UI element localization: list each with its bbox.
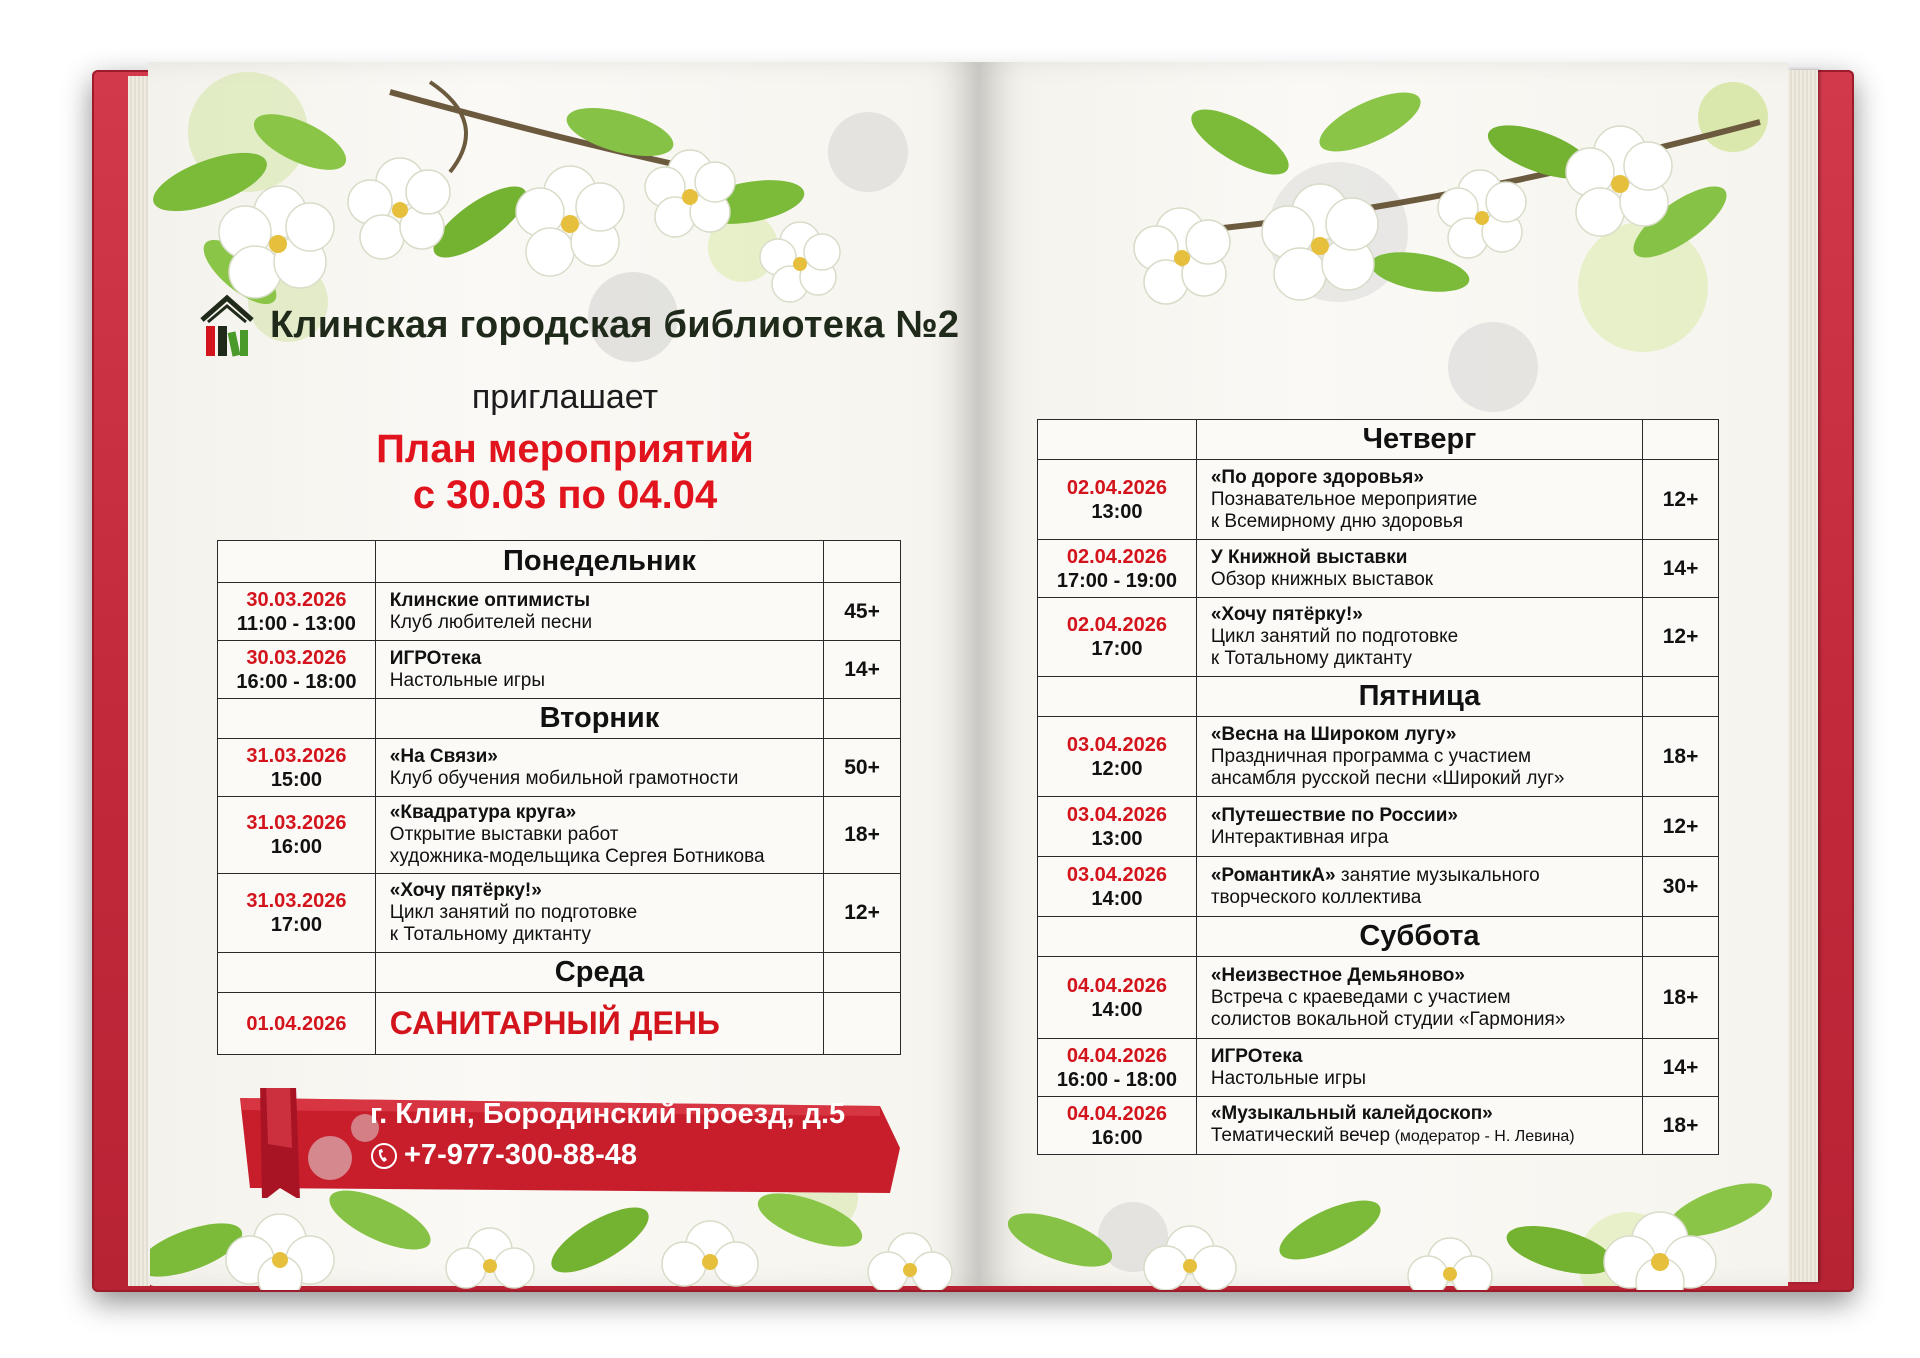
event-desc-note: (модератор - Н. Левина) bbox=[1390, 1128, 1575, 1145]
plan-title bbox=[150, 426, 980, 518]
event-time: 16:00 bbox=[1091, 1126, 1143, 1149]
event-time: 14:00 bbox=[1091, 887, 1143, 910]
age-rating: 18+ bbox=[1643, 717, 1719, 797]
event-desc: Клуб любителей песни bbox=[389, 611, 593, 633]
event-time: 17:00 - 19:00 bbox=[1056, 569, 1177, 592]
page-edges-left bbox=[128, 76, 150, 1286]
event-desc: Познавательное мероприятие bbox=[1210, 488, 1478, 510]
day-header-row bbox=[218, 541, 901, 583]
event-desc: Обзор книжных выставок bbox=[1210, 568, 1434, 590]
event-desc: Настольные игры bbox=[389, 669, 545, 691]
event-time: 16:00 - 18:00 bbox=[236, 670, 357, 693]
event-desc: к Тотальному диктанту bbox=[389, 924, 592, 945]
event-date: 30.03.2026 bbox=[246, 646, 347, 669]
event-title: «Хочу пятёрку!» bbox=[1210, 604, 1363, 625]
day-header-row bbox=[218, 953, 901, 993]
event-date: 03.04.2026 bbox=[1066, 863, 1167, 886]
event-time: 17:00 bbox=[1091, 638, 1143, 660]
event-title: «Весна на Широком лугу» bbox=[1210, 723, 1457, 745]
age-rating: 50+ bbox=[824, 739, 901, 797]
event-date: 03.04.2026 bbox=[1066, 733, 1167, 756]
event-title: ИГРОтека bbox=[389, 647, 482, 669]
table-row bbox=[218, 739, 901, 797]
event-time: 16:00 - 18:00 bbox=[1056, 1068, 1177, 1091]
event-desc: Цикл занятий по подготовке bbox=[1210, 626, 1459, 647]
event-desc: Цикл занятий по подготовке bbox=[389, 902, 638, 923]
day-thursday: Четверг bbox=[1196, 420, 1642, 460]
age-rating: 18+ bbox=[1643, 1097, 1719, 1155]
event-title: Клинские оптимисты bbox=[389, 589, 591, 611]
event-title: «РомантикА» bbox=[1210, 864, 1336, 886]
event-time: 12:00 bbox=[1091, 757, 1143, 780]
plan-title-line1: План мероприятий bbox=[376, 427, 754, 471]
day-header-row bbox=[1038, 420, 1719, 460]
event-time: 13:00 bbox=[1091, 500, 1143, 523]
age-rating: 12+ bbox=[1643, 797, 1719, 857]
table-row bbox=[1038, 460, 1719, 540]
event-desc: Открытие выставки работ bbox=[389, 824, 619, 845]
day-friday: Пятница bbox=[1196, 677, 1642, 717]
invites-text: приглашает bbox=[471, 378, 659, 416]
library-header bbox=[198, 292, 959, 358]
table-row bbox=[1038, 857, 1719, 917]
table-row bbox=[1038, 1039, 1719, 1097]
age-rating: 12+ bbox=[824, 874, 901, 953]
event-date: 04.04.2026 bbox=[1066, 974, 1167, 997]
day-tuesday: Вторник bbox=[375, 699, 823, 739]
schedule-table-right bbox=[1037, 419, 1719, 1155]
event-title: «Неизвестное Демьяново» bbox=[1210, 964, 1465, 986]
event-date: 04.04.2026 bbox=[1066, 1044, 1167, 1067]
event-title: «Хочу пятёрку!» bbox=[389, 880, 542, 901]
day-monday: Понедельник bbox=[375, 541, 823, 583]
age-rating: 14+ bbox=[1643, 540, 1719, 598]
event-title: «Квадратура круга» bbox=[389, 802, 577, 823]
event-date: 30.03.2026 bbox=[246, 588, 347, 611]
event-title-rest: занятие музыкального bbox=[1335, 864, 1540, 886]
event-desc: Интерактивная игра bbox=[1210, 826, 1389, 848]
event-title: «На Связи» bbox=[389, 745, 498, 767]
event-title: «По дороге здоровья» bbox=[1210, 466, 1424, 488]
event-time: 15:00 bbox=[270, 768, 322, 791]
phone-icon bbox=[370, 1142, 398, 1170]
event-date: 31.03.2026 bbox=[246, 812, 347, 834]
schedule-table-left bbox=[217, 540, 901, 1055]
table-row bbox=[218, 641, 901, 699]
event-desc: художника-модельщика Сергея Ботникова bbox=[389, 846, 765, 867]
event-date: 01.04.2026 bbox=[246, 1012, 347, 1035]
event-desc: Клуб обучения мобильной грамотности bbox=[389, 767, 739, 789]
event-date: 02.04.2026 bbox=[1066, 614, 1167, 636]
event-date: 31.03.2026 bbox=[246, 744, 347, 767]
day-saturday: Суббота bbox=[1196, 917, 1642, 957]
plan-dates: с 30.03 по 04.04 bbox=[412, 473, 718, 517]
phone-line bbox=[370, 1139, 637, 1172]
event-title: У Книжной выставки bbox=[1210, 546, 1408, 568]
library-name: Клинская городская библиотека №2 bbox=[270, 303, 960, 346]
event-date: 31.03.2026 bbox=[246, 890, 347, 912]
event-title: ИГРОтека bbox=[1210, 1045, 1303, 1067]
address-text: г. Клин, Бородинский проезд, д.5 bbox=[370, 1098, 846, 1130]
table-row bbox=[218, 797, 901, 874]
event-date: 04.04.2026 bbox=[1066, 1102, 1167, 1125]
flower-branch-top-left bbox=[150, 62, 930, 322]
event-desc: к Всемирному дню здоровья bbox=[1210, 510, 1464, 532]
phone-number[interactable]: +7-977-300-88-48 bbox=[404, 1139, 637, 1171]
event-desc: Тематический вечер bbox=[1210, 1125, 1391, 1146]
table-row bbox=[218, 993, 901, 1055]
age-rating: 12+ bbox=[1643, 598, 1719, 677]
event-title: «Путешествие по России» bbox=[1210, 804, 1458, 826]
table-row bbox=[1038, 1097, 1719, 1155]
event-desc: солистов вокальной студии «Гармония» bbox=[1210, 1008, 1566, 1030]
library-house-logo-icon bbox=[198, 292, 256, 358]
event-desc: Встреча с краеведами с участием bbox=[1210, 986, 1511, 1008]
age-rating: 18+ bbox=[1643, 957, 1719, 1039]
event-desc: творческого коллектива bbox=[1210, 886, 1422, 908]
age-rating: 18+ bbox=[824, 797, 901, 874]
event-date: 02.04.2026 bbox=[1066, 476, 1167, 499]
day-header-row bbox=[218, 699, 901, 739]
day-header-row bbox=[1038, 677, 1719, 717]
flower-branch-top-right bbox=[1120, 62, 1780, 322]
age-rating: 12+ bbox=[1643, 460, 1719, 540]
event-date: 02.04.2026 bbox=[1066, 545, 1167, 568]
event-desc: ансамбля русской песни «Широкий луг» bbox=[1210, 767, 1565, 789]
table-row bbox=[1038, 598, 1719, 677]
flower-branch-bottom-right bbox=[1000, 1160, 1790, 1290]
sanitary-day-note: САНИТАРНЫЙ ДЕНЬ bbox=[375, 993, 823, 1055]
event-time: 17:00 bbox=[270, 914, 322, 936]
event-title: «Музыкальный калейдоскоп» bbox=[1210, 1103, 1493, 1124]
age-rating: 30+ bbox=[1643, 857, 1719, 917]
table-row bbox=[1038, 717, 1719, 797]
table-row bbox=[1038, 957, 1719, 1039]
event-date: 03.04.2026 bbox=[1066, 803, 1167, 826]
event-time: 11:00 - 13:00 bbox=[236, 612, 356, 635]
age-rating: 14+ bbox=[1643, 1039, 1719, 1097]
event-time: 14:00 bbox=[1091, 998, 1143, 1021]
age-rating: 45+ bbox=[824, 583, 901, 641]
age-rating: 14+ bbox=[824, 641, 901, 699]
table-row bbox=[218, 583, 901, 641]
event-time: 13:00 bbox=[1091, 827, 1143, 850]
page-edges-right bbox=[1788, 70, 1818, 1282]
event-desc: Настольные игры bbox=[1210, 1067, 1367, 1089]
day-wednesday: Среда bbox=[375, 953, 823, 993]
table-row bbox=[1038, 797, 1719, 857]
event-time: 16:00 bbox=[270, 836, 322, 858]
event-desc: Праздничная программа с участием bbox=[1210, 745, 1532, 767]
table-row bbox=[1038, 540, 1719, 598]
event-desc: к Тотальному диктанту bbox=[1210, 648, 1413, 669]
table-row bbox=[218, 874, 901, 953]
day-header-row bbox=[1038, 917, 1719, 957]
